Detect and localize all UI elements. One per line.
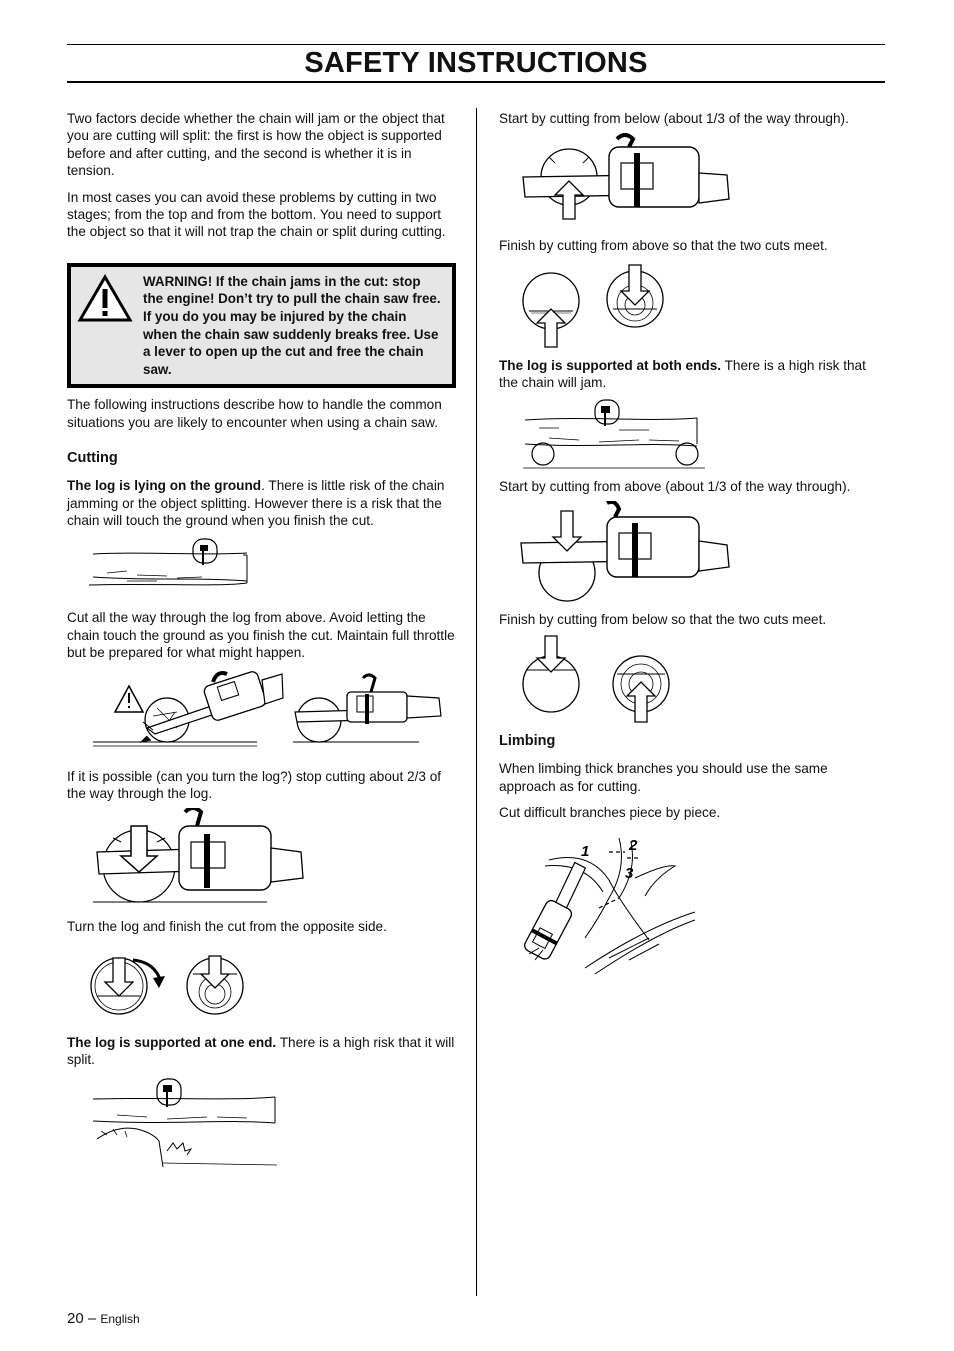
- limb-label-2: 2: [629, 836, 638, 854]
- limbing-paragraph-2: Cut difficult branches piece by piece.: [499, 805, 721, 821]
- warning-triangle-icon-small: [115, 686, 143, 712]
- warning-box: [67, 263, 456, 389]
- warning-text: WARNING! If the chain jams in the cut: stop the engine! Don’t try to pull the chain saw free. If you do you may be injured by the chain when the chain saw suddenly breaks free. Use a lever to open up the cut and free the chain saw.: [143, 273, 441, 377]
- figure-two-thirds-cut: [67, 808, 455, 912]
- finish-below-paragraph: Finish by cutting from below so that the two cuts meet.: [499, 612, 827, 628]
- warning-triangle-icon: [77, 273, 143, 327]
- figure-finish-below: [499, 634, 887, 724]
- figure-supported-both-ends: [499, 398, 887, 472]
- both-ends-bold-text: The log is supported at both ends.: [499, 357, 722, 373]
- figure-cut-through: [67, 668, 455, 758]
- cutting-heading: Cutting: [67, 450, 118, 467]
- one-end-text: There is a high risk that it will split.: [67, 1034, 455, 1068]
- ground-text: . There is little risk of the chain jamming or the object splitting. However there is a risk that the chain will touch the ground when you finish the cut.: [67, 478, 445, 529]
- page-number: 20: [67, 1310, 84, 1327]
- limb-label-1: 1: [581, 842, 590, 860]
- following-paragraph: The following instructions describe how to handle the common situations you are likely to encounter when using a chain saw.: [67, 397, 442, 430]
- figure-limbing: [499, 828, 887, 978]
- page-title: SAFETY INSTRUCTIONS: [304, 47, 648, 79]
- column-divider: [476, 108, 477, 1296]
- footer-dash: –: [83, 1310, 101, 1327]
- finish-above-paragraph: Finish by cutting from above so that the two cuts meet.: [499, 238, 828, 254]
- one-end-paragraph: [67, 1034, 455, 1069]
- footer-language: English: [100, 1312, 140, 1326]
- figure-log-on-ground: [67, 537, 455, 599]
- header-rule-bottom: [67, 81, 885, 83]
- figure-start-below: [499, 133, 887, 223]
- page-footer: [67, 1310, 140, 1327]
- figure-start-above: [499, 501, 887, 605]
- stop-cutting-paragraph: If it is possible (can you turn the log?) stop cutting about 2/3 of the way through the log.: [67, 768, 442, 802]
- turn-log-paragraph: Turn the log and finish the cut from the opposite side.: [67, 919, 387, 935]
- figure-turn-log: [67, 942, 455, 1026]
- figure-supported-one-end: [67, 1075, 455, 1171]
- both-ends-text: There is a high risk that the chain will jam.: [499, 357, 866, 391]
- ground-bold-text: The log is lying on the ground: [67, 478, 262, 494]
- left-column: [67, 110, 455, 1171]
- right-column: [499, 110, 887, 978]
- both-ends-paragraph: [499, 357, 887, 392]
- start-above-paragraph: Start by cutting from above (about 1/3 of the way through).: [499, 478, 851, 494]
- limb-label-3: 3: [625, 864, 634, 882]
- start-below-paragraph: Start by cutting from below (about 1/3 of the way through).: [499, 111, 849, 126]
- figure-finish-above: [499, 261, 887, 351]
- intro-paragraph-2: In most cases you can avoid these problems by cutting in two stages; from the top and from the bottom. You need to support the object so that it will not trap the chain or split during cutting.: [67, 189, 446, 240]
- cut-through-paragraph: Cut all the way through the log from above. Avoid letting the chain touch the ground as you finish the cut. Maintain full throttle but be prepared for what might happen.: [67, 610, 455, 661]
- intro-paragraph-1: Two factors decide whether the chain will jam or the object that you are cutting will split: the first is how the object is supported before and after cutting, and the second is whether it is in tension.: [67, 111, 445, 179]
- limbing-paragraph-1: When limbing thick branches you should use the same approach as for cutting.: [499, 761, 828, 794]
- limbing-heading: Limbing: [499, 733, 556, 750]
- ground-paragraph: [67, 477, 455, 529]
- one-end-bold-text: The log is supported at one end.: [67, 1034, 277, 1050]
